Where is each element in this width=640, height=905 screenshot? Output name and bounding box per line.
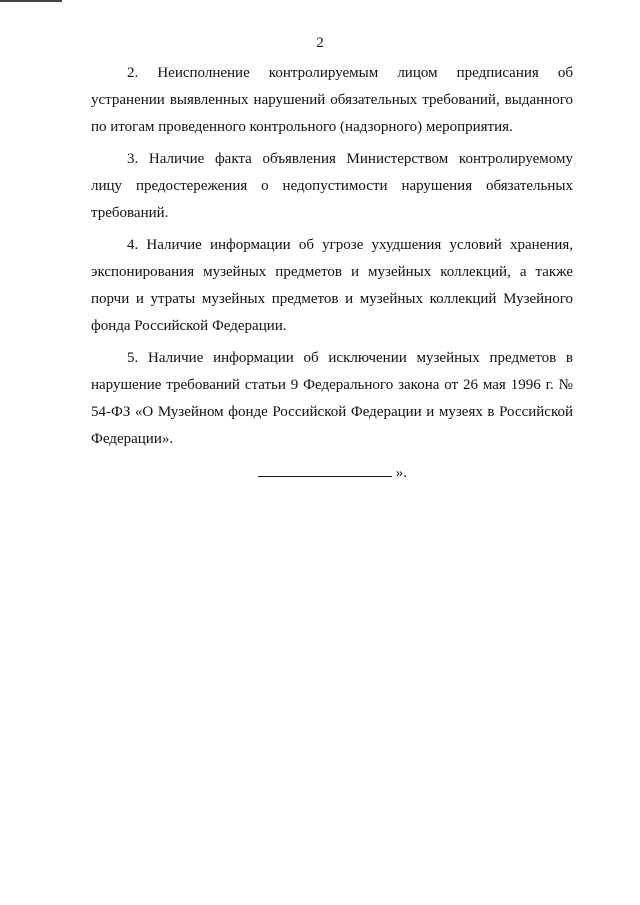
separator-line: [258, 462, 392, 477]
paragraph-item-2: 2. Неисполнение контролируемым лицом предписания об устранении выявленных нарушений обязательных требований, выданного по итогам проведенного контрольного (надзорного) мероприятия.: [91, 65, 573, 135]
paragraph-item-4: 4. Наличие информации об угрозе ухудшения условий хранения, экспонирования музейных предметов и музейных коллекций, а также порчи и утраты музейных предметов и музейных коллекций Музейного фонда Российской Федерации.: [91, 237, 573, 334]
page-number: 2: [316, 35, 324, 51]
paragraph-item-5: 5. Наличие информации об исключении музейных предметов в нарушение требований статьи 9 Федерального закона от 26 мая 1996 г. № 54-ФЗ «О Музейном фонде Российской Федерации и музеях в Российской Федерации».: [91, 350, 573, 447]
paragraph-item-3: 3. Наличие факта объявления Министерством контролируемому лицу предостережения о недопустимости нарушения обязательных требований.: [91, 151, 573, 221]
scan-edge-mark: [0, 0, 62, 2]
closing-separator: [258, 462, 407, 483]
document-body: [91, 60, 573, 458]
closing-quote: ».: [395, 465, 407, 481]
